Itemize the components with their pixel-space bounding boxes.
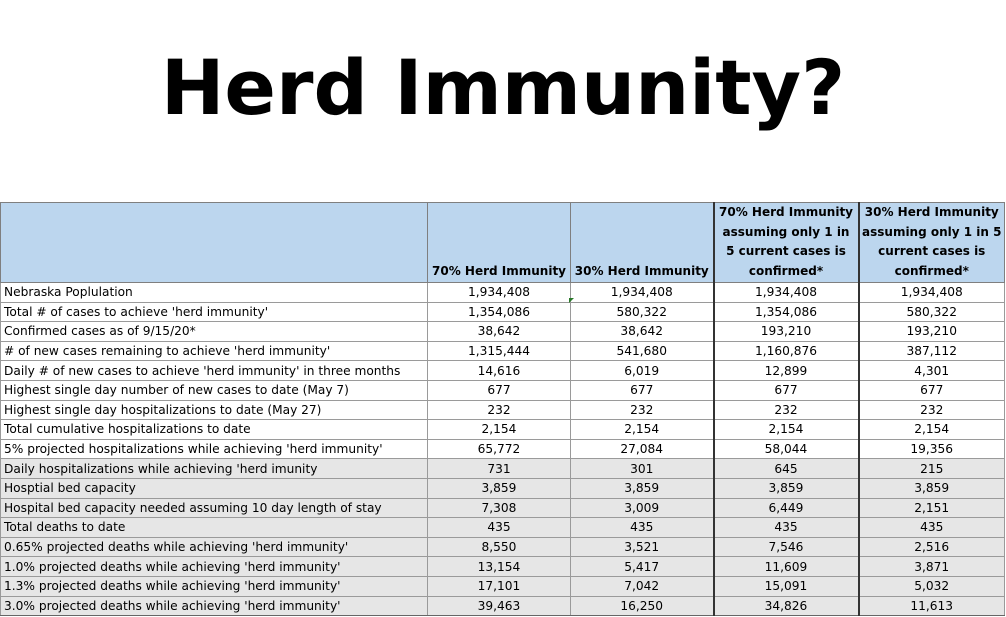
value-cell: 2,154 [571, 420, 714, 440]
value-cell: 2,151 [859, 498, 1005, 518]
value-cell: 193,210 [859, 322, 1005, 342]
value-cell: 1,315,444 [428, 341, 571, 361]
value-cell: 38,642 [428, 322, 571, 342]
value-cell: 435 [859, 518, 1005, 538]
value-cell: 14,616 [428, 361, 571, 381]
row-label: Hosptial bed capacity [1, 478, 428, 498]
value-cell: 19,356 [859, 439, 1005, 459]
value-cell: 11,609 [714, 557, 859, 577]
value-cell: 7,308 [428, 498, 571, 518]
value-cell: 3,521 [571, 537, 714, 557]
row-label: 1.0% projected deaths while achieving 'herd immunity' [1, 557, 428, 577]
value-cell: 232 [428, 400, 571, 420]
value-cell: 645 [714, 459, 859, 479]
table-row [1, 557, 1005, 577]
value-cell: 435 [714, 518, 859, 538]
value-cell: 677 [571, 380, 714, 400]
value-cell: 435 [571, 518, 714, 538]
table-row [1, 361, 1005, 381]
table-row [1, 400, 1005, 420]
value-cell: 301 [571, 459, 714, 479]
column-header-30pct: 30% Herd Immunity [571, 203, 714, 283]
row-label: 1.3% projected deaths while achieving 'herd immunity' [1, 576, 428, 596]
row-label: Highest single day number of new cases to date (May 7) [1, 380, 428, 400]
value-cell: 677 [859, 380, 1005, 400]
value-cell: 731 [428, 459, 571, 479]
row-label: Total # of cases to achieve 'herd immunity' [1, 302, 428, 322]
value-cell: 3,859 [714, 478, 859, 498]
row-label: Total deaths to date [1, 518, 428, 538]
value-cell: 8,550 [428, 537, 571, 557]
value-cell: 2,154 [714, 420, 859, 440]
value-cell: 4,301 [859, 361, 1005, 381]
value-cell: 3,859 [428, 478, 571, 498]
column-header-70pct: 70% Herd Immunity [428, 203, 571, 283]
table-row [1, 478, 1005, 498]
value-cell: 6,449 [714, 498, 859, 518]
row-label: 3.0% projected deaths while achieving 'herd immunity' [1, 596, 428, 616]
value-cell: 1,354,086 [428, 302, 571, 322]
value-cell: 677 [714, 380, 859, 400]
table-row [1, 341, 1005, 361]
value-cell: 2,154 [428, 420, 571, 440]
value-cell: 34,826 [714, 596, 859, 616]
row-label: Total cumulative hospitalizations to date [1, 420, 428, 440]
value-cell: 58,044 [714, 439, 859, 459]
table-row [1, 537, 1005, 557]
value-cell: 3,009 [571, 498, 714, 518]
value-cell: 65,772 [428, 439, 571, 459]
value-cell: 3,859 [571, 478, 714, 498]
value-cell: 232 [571, 400, 714, 420]
row-label: Daily hospitalizations while achieving 'herd imunity [1, 459, 428, 479]
value-cell: 1,934,408 [428, 283, 571, 303]
row-label: # of new cases remaining to achieve 'herd immunity' [1, 341, 428, 361]
row-label: 0.65% projected deaths while achieving 'herd immunity' [1, 537, 428, 557]
table-row [1, 498, 1005, 518]
value-cell: 6,019 [571, 361, 714, 381]
table-row [1, 302, 1005, 322]
row-label: Highest single day hospitalizations to date (May 27) [1, 400, 428, 420]
table-row [1, 420, 1005, 440]
cell-comment-marker [569, 298, 574, 303]
column-header-label [1, 203, 428, 283]
value-cell: 215 [859, 459, 1005, 479]
value-cell: 1,934,408 [859, 283, 1005, 303]
value-cell: 2,154 [859, 420, 1005, 440]
row-label: 5% projected hospitalizations while achieving 'herd immunity' [1, 439, 428, 459]
value-cell: 387,112 [859, 341, 1005, 361]
table-header-row [1, 203, 1005, 283]
value-cell: 16,250 [571, 596, 714, 616]
table-row [1, 283, 1005, 303]
row-label: Hospital bed capacity needed assuming 10 day length of stay [1, 498, 428, 518]
value-cell: 580,322 [571, 302, 714, 322]
table-row [1, 322, 1005, 342]
value-cell: 232 [714, 400, 859, 420]
page-title: Herd Immunity? [160, 43, 846, 132]
row-label: Daily # of new cases to achieve 'herd immunity' in three months [1, 361, 428, 381]
value-cell: 17,101 [428, 576, 571, 596]
table-row [1, 596, 1005, 616]
value-cell: 677 [428, 380, 571, 400]
value-cell: 5,417 [571, 557, 714, 577]
value-cell: 11,613 [859, 596, 1005, 616]
table-row [1, 459, 1005, 479]
value-cell: 541,680 [571, 341, 714, 361]
value-cell: 15,091 [714, 576, 859, 596]
row-label: Nebraska Poplulation [1, 283, 428, 303]
value-cell: 2,516 [859, 537, 1005, 557]
column-header-30pct-adjusted: 30% Herd Immunity assuming only 1 in 5 current cases is confirmed* [859, 203, 1005, 283]
value-cell: 1,934,408 [714, 283, 859, 303]
value-cell: 13,154 [428, 557, 571, 577]
value-cell: 193,210 [714, 322, 859, 342]
value-cell: 38,642 [571, 322, 714, 342]
value-cell: 3,859 [859, 478, 1005, 498]
value-cell: 39,463 [428, 596, 571, 616]
value-cell: 1,934,408 [571, 283, 714, 303]
table-row [1, 576, 1005, 596]
value-cell: 1,160,876 [714, 341, 859, 361]
value-cell: 5,032 [859, 576, 1005, 596]
value-cell: 3,871 [859, 557, 1005, 577]
herd-immunity-table [0, 202, 1005, 616]
table-row [1, 439, 1005, 459]
value-cell: 435 [428, 518, 571, 538]
value-cell: 7,546 [714, 537, 859, 557]
table-row [1, 380, 1005, 400]
column-header-70pct-adjusted: 70% Herd Immunity assuming only 1 in 5 current cases is confirmed* [714, 203, 859, 283]
value-cell: 232 [859, 400, 1005, 420]
table-row [1, 518, 1005, 538]
value-cell: 7,042 [571, 576, 714, 596]
row-label: Confirmed cases as of 9/15/20* [1, 322, 428, 342]
value-cell: 27,084 [571, 439, 714, 459]
value-cell: 12,899 [714, 361, 859, 381]
value-cell: 580,322 [859, 302, 1005, 322]
value-cell: 1,354,086 [714, 302, 859, 322]
